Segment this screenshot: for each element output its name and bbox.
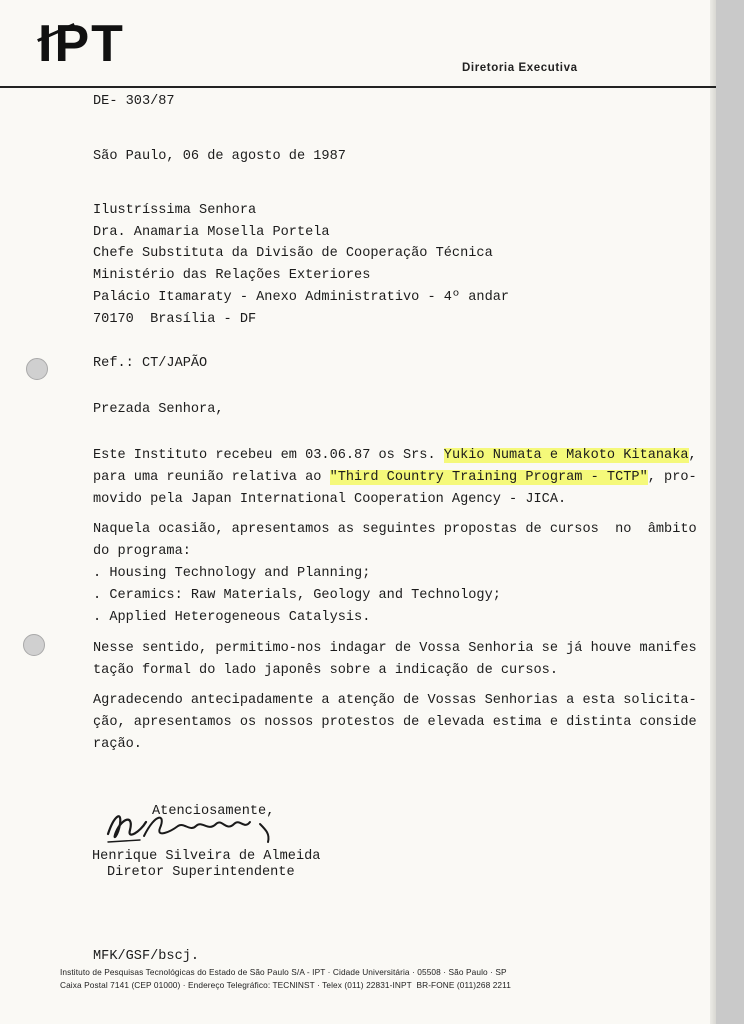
paragraph-line: ração.: [93, 737, 142, 752]
paragraph-line: tação formal do lado japonês sobre a indicação de cursos.: [93, 663, 558, 678]
ipt-logo: IPT: [38, 15, 125, 73]
recipient-line: Chefe Substituta da Divisão de Cooperação Técnica: [93, 246, 493, 261]
signatory-name: Henrique Silveira de Almeida: [92, 849, 321, 864]
paragraph-line: do programa:: [93, 544, 191, 559]
punch-hole: [23, 634, 45, 656]
paragraph-line: [93, 469, 697, 487]
course-item: . Applied Heterogeneous Catalysis.: [93, 610, 371, 625]
text-run: , pro-: [647, 470, 697, 485]
paragraph-line: Nesse sentido, permitimo-nos indagar de Vossa Senhoria se já houve manifes: [93, 641, 697, 656]
text-run: Este Instituto recebeu em 03.06.87 os Srs.: [93, 448, 444, 463]
highlighted-program: "Third Country Training Program - TCTP": [329, 470, 648, 485]
text-run: para uma reunião relativa ao: [93, 470, 330, 485]
highlighted-names: Yukio Numata e Makoto Kitanaka: [443, 448, 689, 463]
paragraph-line: Naquela ocasião, apresentamos as seguintes propostas de cursos no âmbito: [93, 522, 697, 537]
closing: Atenciosamente,: [152, 804, 275, 819]
typist-initials: MFK/GSF/bscj.: [93, 949, 200, 964]
header-rule: [0, 86, 716, 88]
place-date: São Paulo, 06 de agosto de 1987: [93, 149, 346, 164]
footer-line: Instituto de Pesquisas Tecnológicas do Estado de São Paulo S/A - IPT · Cidade Universitária · 05508 · São Paulo · SP: [60, 967, 507, 977]
footer-line: Caixa Postal 7141 (CEP 01000) · Endereço Telegráfico: TECNINST · Telex (011) 22831-INPT BR-FONE (011)268 2211: [60, 980, 511, 990]
course-item: . Ceramics: Raw Materials, Geology and Technology;: [93, 588, 501, 603]
recipient-line: Palácio Itamaraty - Anexo Administrativo - 4º andar: [93, 290, 510, 305]
recipient-line: 70170 Brasília - DF: [93, 312, 257, 327]
course-item: . Housing Technology and Planning;: [93, 566, 371, 581]
paragraph-line: Agradecendo antecipadamente a atenção de Vossas Senhorias a esta solicita-: [93, 693, 697, 708]
recipient-line: Ilustríssima Senhora: [93, 203, 257, 218]
reference-number: DE- 303/87: [93, 94, 175, 109]
salutation: Prezada Senhora,: [93, 402, 224, 417]
punch-hole: [26, 358, 48, 380]
text-run: ,: [688, 448, 697, 463]
signatory-title: Diretor Superintendente: [107, 865, 295, 880]
paragraph-line: [93, 447, 697, 465]
paragraph-line: movido pela Japan International Cooperation Agency - JICA.: [93, 492, 567, 507]
recipient-line: Dra. Anamaria Mosella Portela: [93, 225, 330, 240]
subject-ref: Ref.: CT/JAPÃO: [93, 356, 208, 371]
recipient-line: Ministério das Relações Exteriores: [93, 268, 371, 283]
department-label: Diretoria Executiva: [462, 62, 578, 74]
paragraph-line: ção, apresentamos os nossos protestos de elevada estima e distinta conside: [93, 715, 697, 730]
page-edge: [710, 0, 716, 1024]
handwritten-signature: [100, 802, 300, 848]
